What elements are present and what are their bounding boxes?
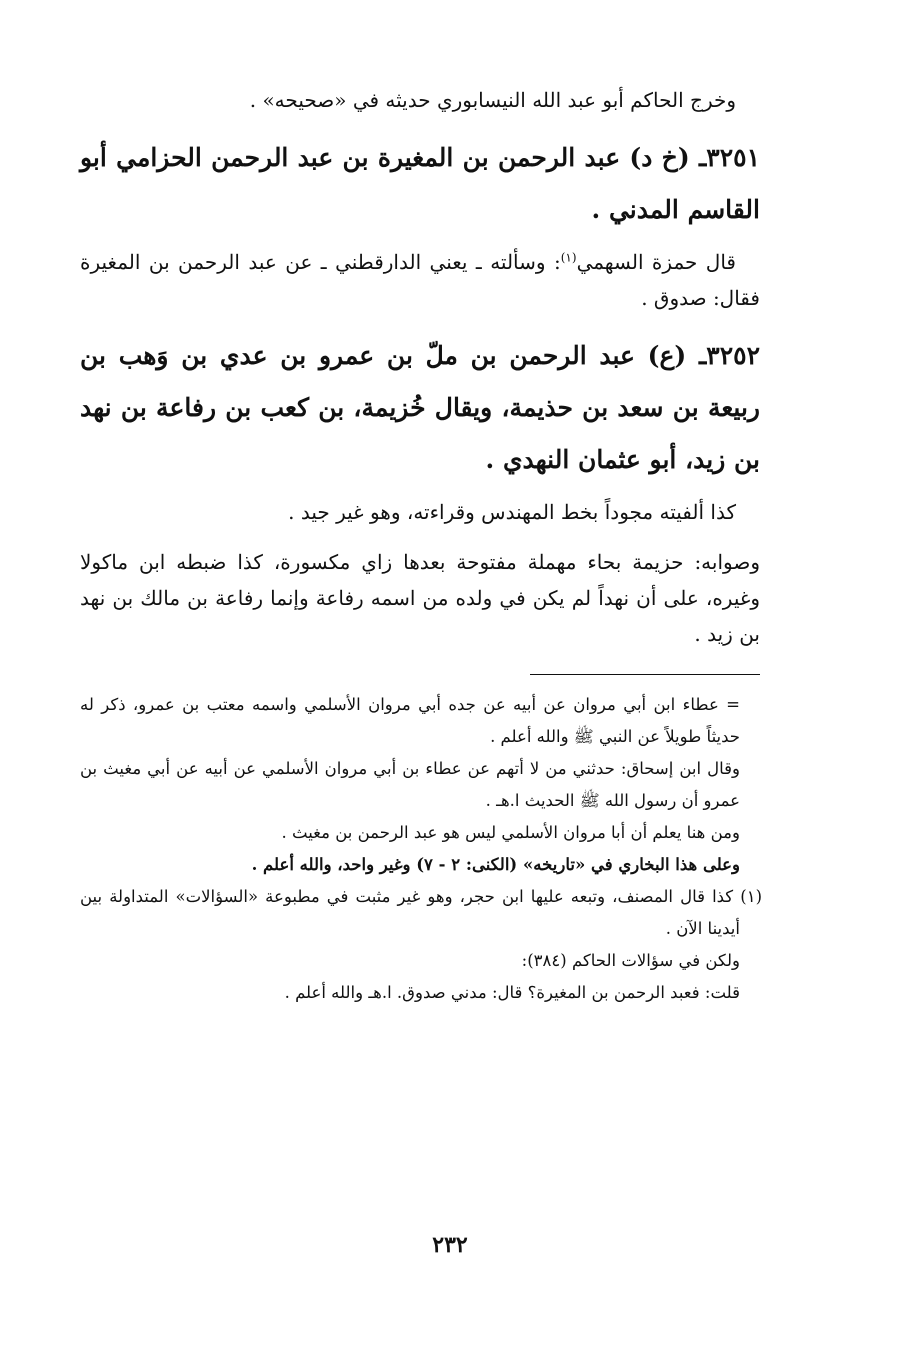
- paragraph-hamza-sahmi: [80, 244, 760, 316]
- entry-number: ٣٢٥١: [706, 143, 760, 172]
- paragraph-hakim: وخرج الحاكم أبو عبد الله النيسابوري حديثه في «صحيحه» .: [249, 88, 736, 112]
- entry-text: ـ (ع) عبد الرحمن بن ملّ بن عمرو بن عدي بن وَهب بن ربيعة بن سعد بن حذيمة، ويقال خُزيمة، بن كعب بن رفاعة بن نهد بن زيد، أبو عثمان النهدي .: [80, 341, 760, 474]
- footnote-1: (١) كذا قال المصنف، وتبعه عليها ابن حجر، وهو غير مثبت في مطبوعة «السؤالات» المتداولة بين أيدينا الآن .: [80, 887, 762, 938]
- text-segment: : وسألته ـ يعني الدارقطني ـ عن عبد الرحمن بن المغيرة فقال: صدوق .: [80, 250, 760, 310]
- footnote-divider: [530, 674, 760, 675]
- footnote-1-hakim: ولكن في سؤالات الحاكم (٣٨٤):: [521, 951, 740, 970]
- entry-3251: [80, 132, 760, 236]
- page-number: ٢٣٢: [432, 1232, 468, 1258]
- footnote-ibn-ishaq: وقال ابن إسحاق: حدثني من لا أتهم عن عطاء بن أبي مروان الأسلمي عن أبيه عن أبي مغيث بن عمرو أن رسول الله ﷺ الحديث ا.هـ .: [80, 759, 740, 810]
- paragraph-muhandis: كذا ألفيته مجوداً بخط المهندس وقراءته، وهو غير جيد .: [288, 500, 736, 524]
- text-segment: قال حمزة السهمي: [576, 250, 736, 274]
- footnote-reference: (١): [560, 250, 577, 265]
- entry-text: ـ (خ د) عبد الرحمن بن المغيرة بن عبد الرحمن الحزامي أبو القاسم المدني .: [80, 143, 760, 224]
- entry-3252: [80, 330, 760, 486]
- footnote-bukhari: وعلى هذا البخاري في «تاريخه» (الكنى: ٢ - ٧) وغير واحد، والله أعلم .: [251, 855, 740, 874]
- entry-number: ٣٢٥٢: [706, 341, 760, 370]
- footnote-1-quote: قلت: فعبد الرحمن بن المغيرة؟ قال: مدني صدوق. ا.هـ والله أعلم .: [284, 983, 740, 1002]
- footnote-from-here: ومن هنا يعلم أن أبا مروان الأسلمي ليس هو عبد الرحمن بن مغيث .: [281, 823, 740, 842]
- paragraph-correction: وصوابه: حزيمة بحاء مهملة مفتوحة بعدها زاي مكسورة، كذا ضبطه ابن ماكولا وغيره، على أن نهداً لم يكن في ولده من اسمه رفاعة وإنما رفاعة بن مالك بن نهد بن زيد .: [80, 550, 760, 646]
- page-content: [80, 82, 760, 1009]
- footnote-continuation: = عطاء ابن أبي مروان عن أبيه عن جده أبي مروان الأسلمي واسمه معتب بن عمرو، ذكر له حديثاً طويلاً عن النبي ﷺ والله أعلم .: [80, 695, 740, 746]
